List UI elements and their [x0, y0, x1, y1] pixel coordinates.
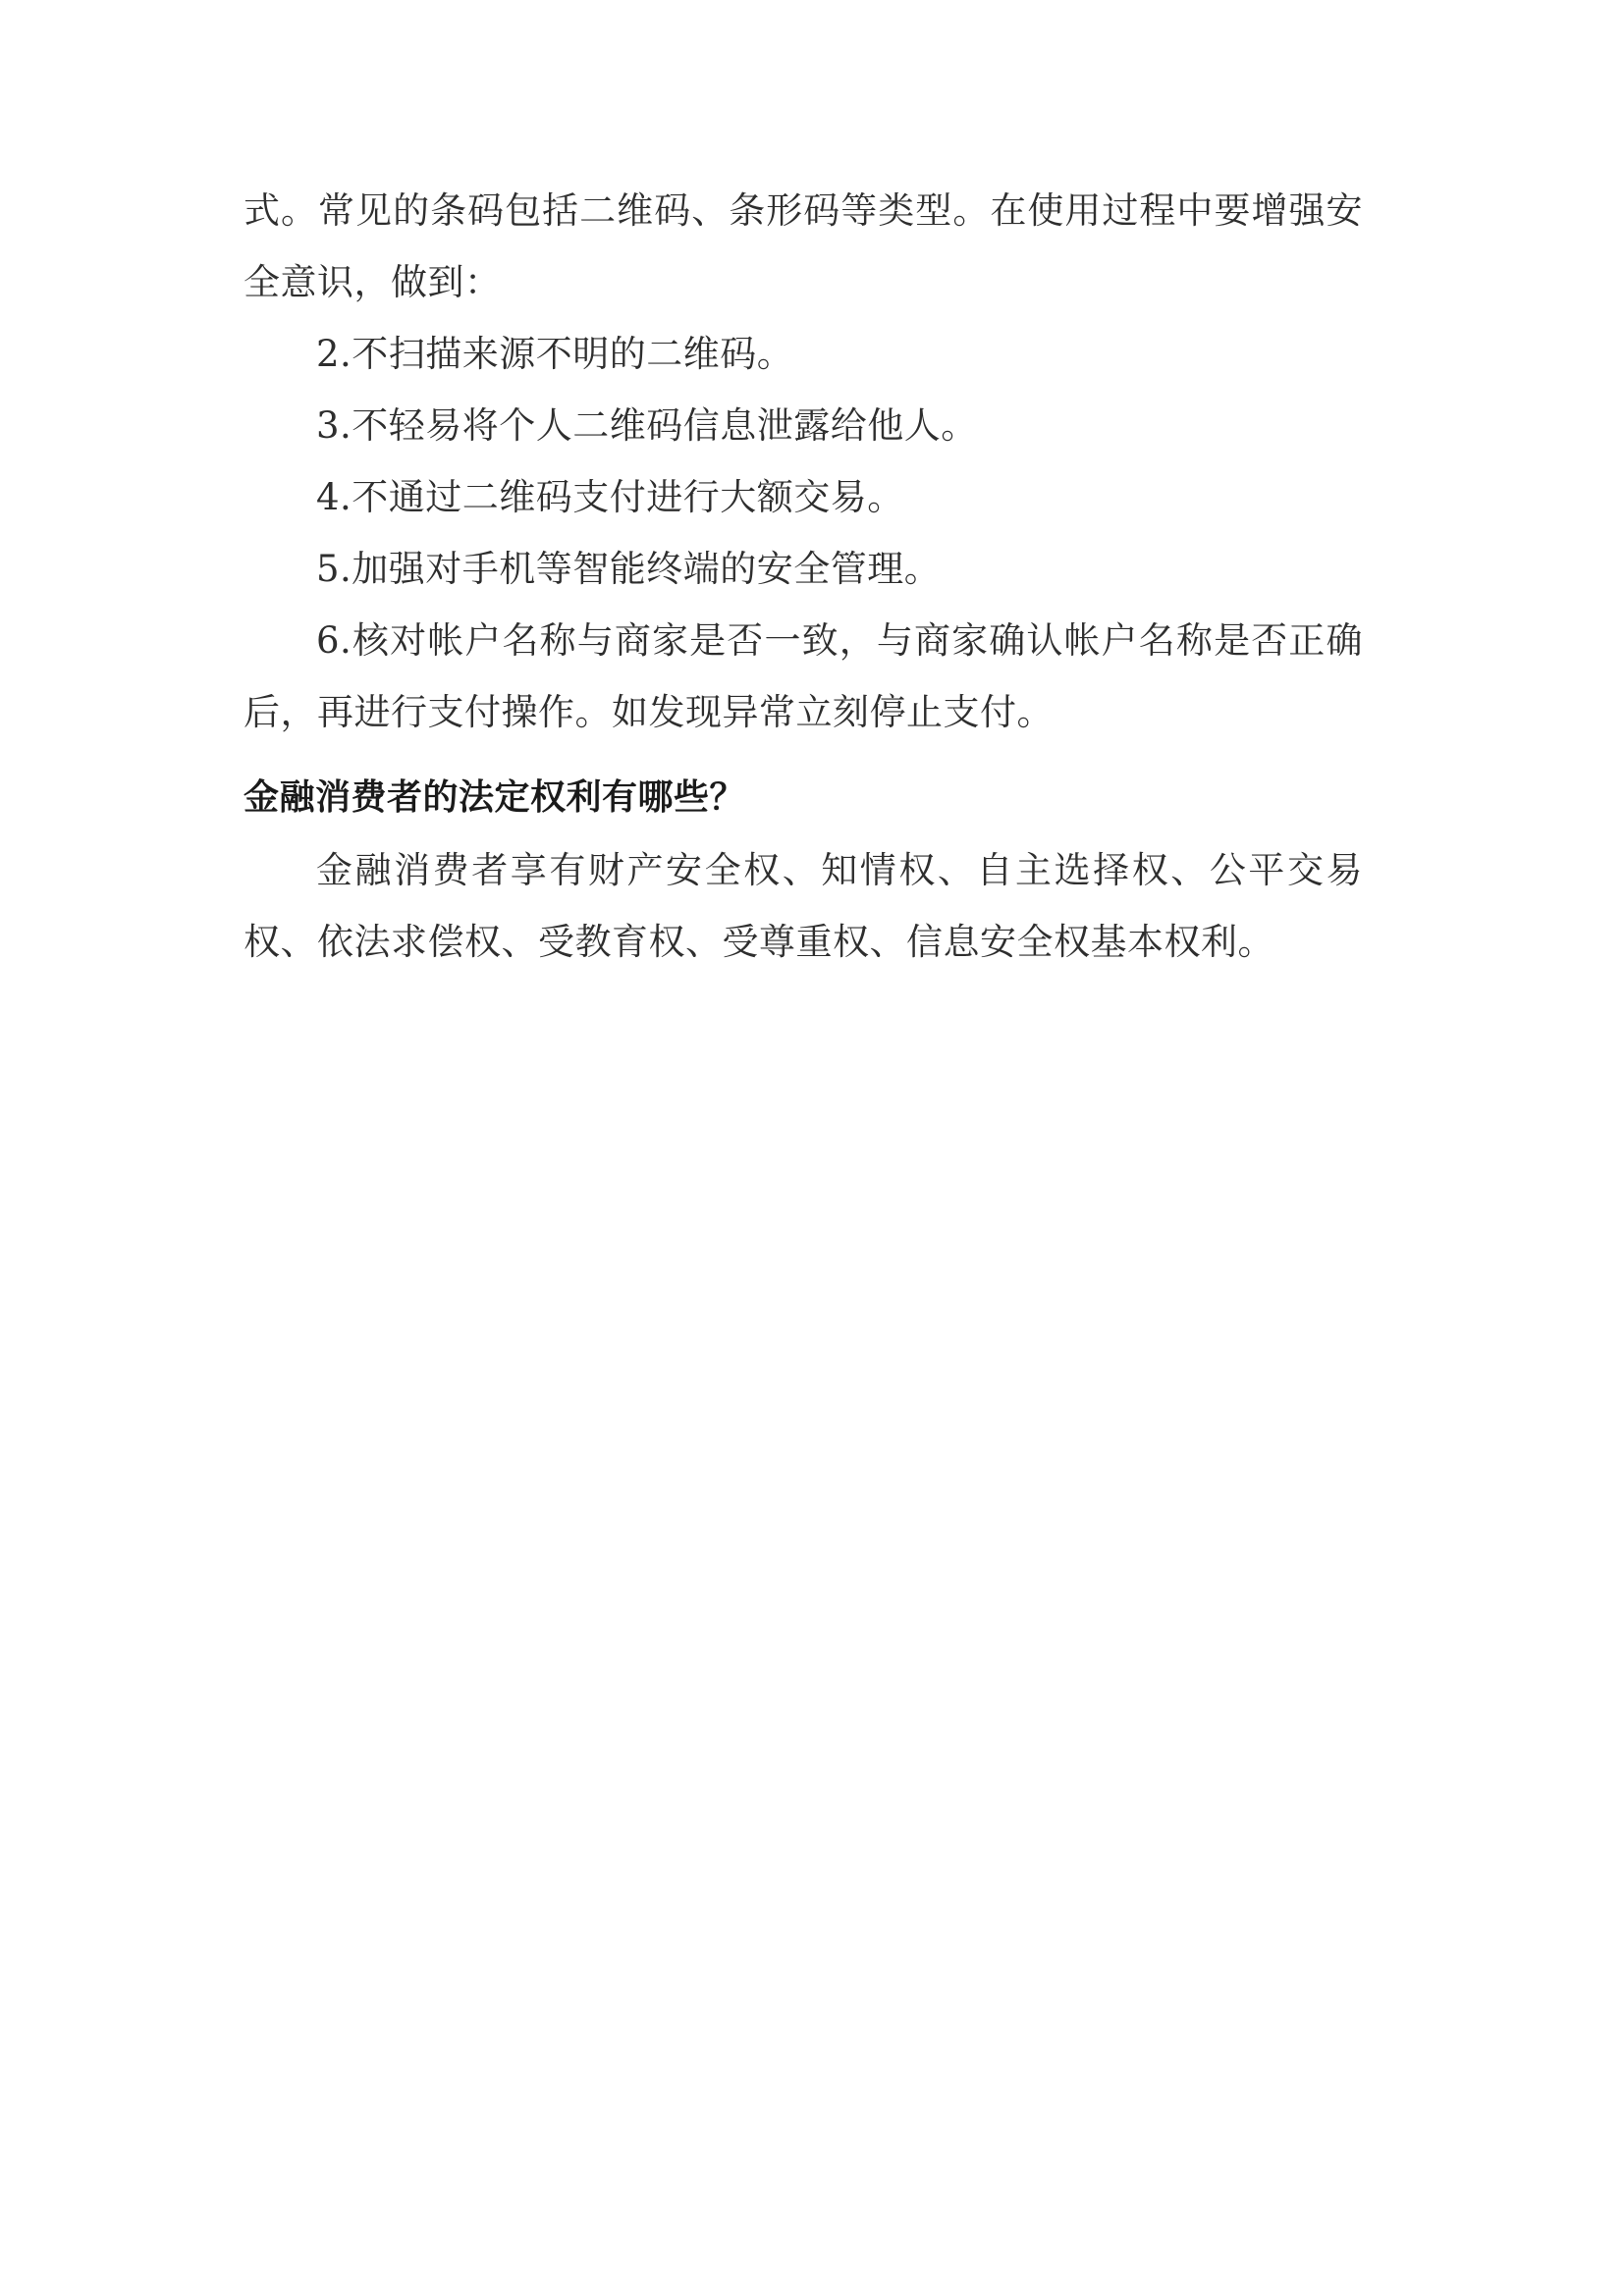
- list-item-4: 4.不通过二维码支付进行大额交易。: [316, 476, 904, 518]
- document-body: [244, 175, 1363, 978]
- section-heading: 金融消费者的法定权利有哪些？: [244, 777, 746, 818]
- list-item-2: 2.不扫描来源不明的二维码。: [316, 333, 794, 375]
- list-item-6: 6.核对帐户名称与商家是否一致，与商家确认帐户名称是否正确后，再进行支付操作。如发现异常立刻停止支付。: [244, 619, 1363, 733]
- list-item-5: 5.加强对手机等智能终端的安全管理。: [316, 548, 942, 590]
- paragraph-rights: 金融消费者享有财产安全权、知情权、自主选择权、公平交易权、依法求偿权、受教育权、受尊重权、信息安全权基本权利。: [244, 849, 1363, 963]
- list-item-3: 3.不轻易将个人二维码信息泄露给他人。: [316, 404, 978, 447]
- paragraph-intro: 式。常见的条码包括二维码、条形码等类型。在使用过程中要增强安全意识，做到：: [244, 189, 1363, 303]
